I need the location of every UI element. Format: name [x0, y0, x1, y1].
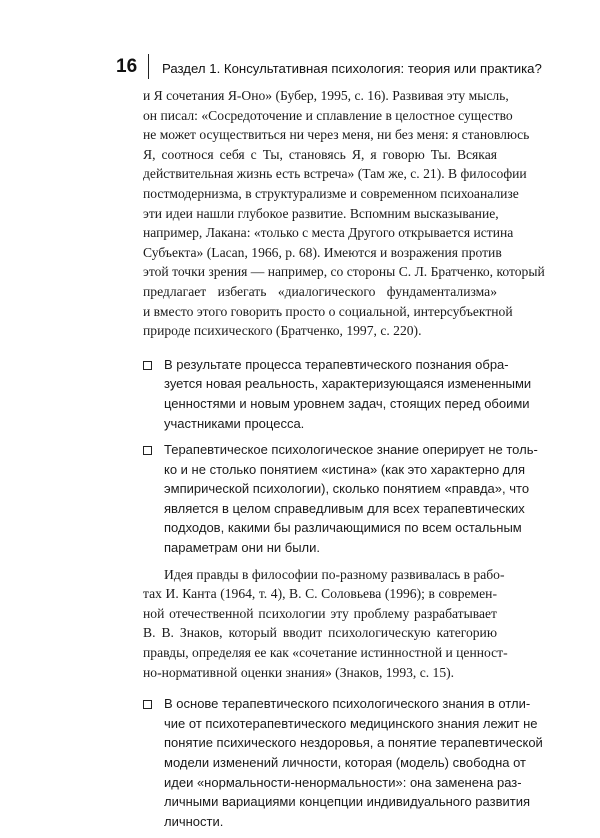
text-line: модели изменений личности, которая (модель) свободна от [164, 755, 527, 770]
bullet-list-2 [143, 694, 543, 831]
list-item [143, 694, 543, 831]
text-line: действительная жизнь есть встреча» (Там же, с. 21). В философии [143, 166, 527, 182]
text-line: зуется новая реальность, характеризующаяся измененными [164, 376, 532, 392]
header-divider [148, 54, 149, 79]
text-line: ко и не столько понятием «истина» (как это характерно для [164, 461, 526, 477]
text-line: и вместо этого говорить просто о социальной, интерсубъектной [143, 303, 513, 319]
text-line: чие от психотерапевтического медицинского знания лежит не [164, 715, 538, 731]
text-line: идеи «нормальности-ненормальности»: она заменена раз- [164, 774, 522, 790]
text-line: ценностями и новым уровнем задач, стоящих перед обоими [164, 395, 530, 411]
text-line: понятие психического нездоровья, а понятие терапевтической [164, 735, 543, 751]
bullet-list-1 [143, 355, 538, 558]
page-body [143, 86, 545, 838]
text-line: тах И. Канта (1964, т. 4), В. С. Соловьева (1996); в современ- [143, 586, 497, 602]
text-line: правды, определяя ее как «сочетание истинностной и ценност- [143, 645, 508, 661]
checkbox-bullet-icon [143, 446, 152, 455]
text-line: он писал: «Сосредоточение и сплавление в целостное существо [143, 107, 513, 123]
page-number: 16 [116, 56, 138, 77]
text-line: параметрам они ни были. [164, 540, 321, 556]
text-line: но-нормативной оценки знания» (Знаков, 1993, с. 15). [143, 664, 455, 680]
text-line: личными вариациями концепции индивидуального развития [164, 794, 531, 810]
text-line: Терапевтическое психологическое знание оперирует не толь- [164, 442, 538, 458]
text-line: например, Лакана: «только с места Другого открывается истина [143, 225, 514, 241]
text-line: подходов, какими бы различающимися по всем остальным [164, 520, 522, 536]
text-line: В основе терапевтического психологического знания в отли- [164, 696, 531, 712]
text-line: и Я сочетания Я-Оно» (Бубер, 1995, с. 16). Развивая эту мысль, [143, 88, 509, 103]
text-line: личности. [164, 813, 224, 829]
list-item [143, 355, 532, 433]
text-line: не может осуществиться ни через меня, ни без меня: я становлюсь [143, 127, 530, 143]
paragraph-2 [143, 565, 508, 683]
text-line: эти идеи нашли глубокое развитие. Вспомним высказывание, [143, 205, 499, 221]
list-item [143, 440, 538, 558]
text-line: В. В. Знаков, который вводит психологическую категорию [143, 625, 497, 641]
running-title: Раздел 1. Консультативная психология: теория или практика? [162, 61, 542, 76]
checkbox-bullet-icon [143, 700, 152, 709]
text-line: участниками процесса. [164, 415, 305, 431]
text-line: В результате процесса терапевтического познания обра- [164, 356, 509, 372]
text-line: предлагает избегать «диалогического фундаментализма» [143, 283, 497, 299]
text-line: этой точки зрения — например, со стороны С. Л. Братченко, который [143, 264, 545, 280]
checkbox-bullet-icon [143, 361, 152, 370]
text-line: эмпирической психологии), сколько понятием «правда», что [164, 481, 530, 497]
text-line: Идея правды в философии по-разному развивалась в рабо- [164, 566, 505, 582]
text-line: постмодернизма, в структурализме и современном психоанализе [143, 185, 519, 201]
text-line: является в целом справедливым для всех терапевтических [164, 500, 525, 516]
page-header [0, 0, 600, 90]
text-line: ной отечественной психологии эту проблему разрабатывает [143, 605, 497, 621]
text-line: природе психического (Братченко, 1997, с. 220). [143, 323, 422, 339]
text-line: Субъекта» (Lacan, 1966, p. 68). Имеются и возражения против [143, 244, 502, 260]
paragraph-1 [143, 86, 545, 341]
text-line: Я, соотнося себя с Ты, становясь Я, я говорю Ты. Всякая [143, 146, 497, 162]
